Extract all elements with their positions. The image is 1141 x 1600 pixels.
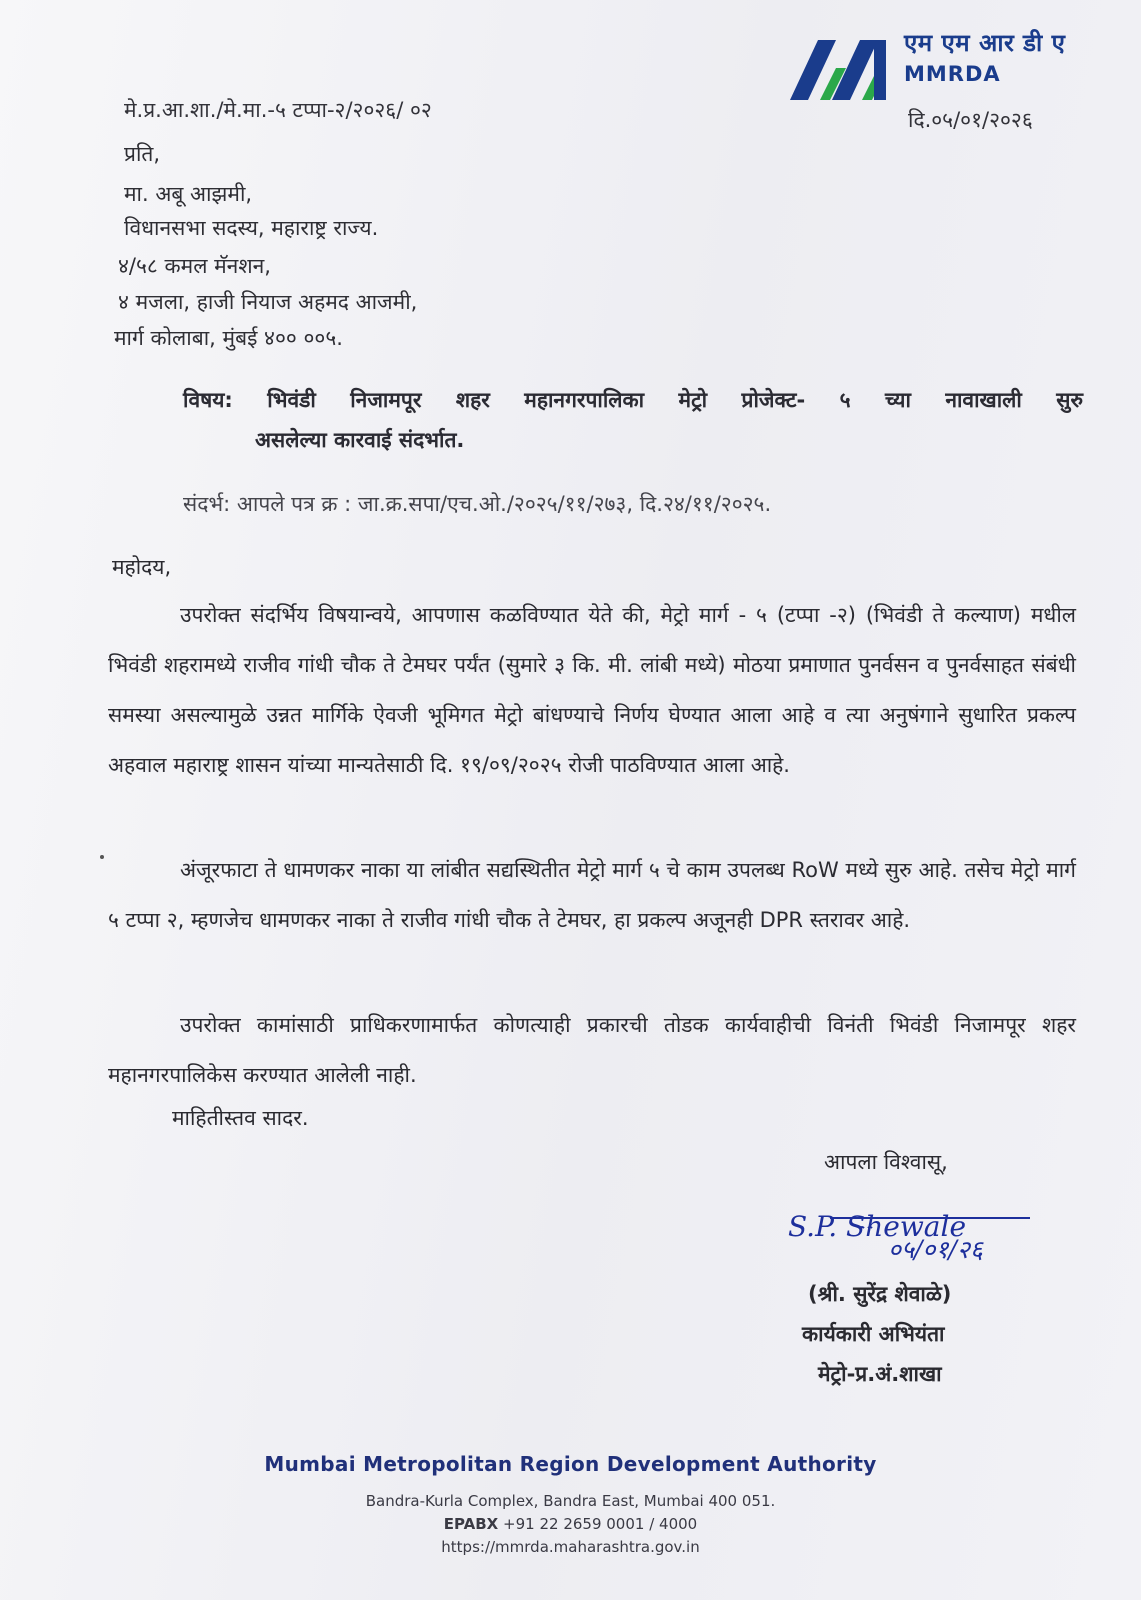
addressee-address-line1: ४/५८ कमल मॅनशन,	[118, 254, 271, 278]
footer-website: https://mmrda.maharashtra.gov.in	[441, 1538, 700, 1556]
logo-name-english: MMRDA	[904, 62, 1001, 86]
scan-mark	[100, 855, 104, 859]
paragraph-text: उपरोक्त कामांसाठी प्राधिकरणामार्फत कोणत्याही प्रकारची तोडक कार्यवाहीची विनंती भिवंडी निजामपूर शहर महानगरपालिकेस करण्यात आलेली नाही.	[108, 1013, 1076, 1087]
body-paragraph-2	[108, 845, 1076, 945]
body-paragraph-3	[108, 1000, 1076, 1100]
addressee-address-line2: ४ मजला, हाजी नियाज अहमद आजमी,	[118, 290, 418, 314]
addressee-prati: प्रति,	[124, 142, 161, 166]
subject-label: विषय:	[183, 388, 233, 412]
officer-department: मेट्रो-प्र.अं.शाखा	[818, 1362, 942, 1386]
handwritten-signature: S.P. Shewale	[788, 1210, 967, 1243]
salutation: महोदय,	[112, 555, 172, 579]
mmrda-logo-icon	[790, 30, 890, 100]
addressee-name: मा. अबू आझमी,	[124, 182, 253, 206]
subject-block	[183, 380, 1083, 460]
officer-name: (श्री. सुरेंद्र शेवाळे)	[808, 1282, 952, 1306]
signature-date: ०५/०१/२६	[888, 1235, 983, 1264]
footer-organization: Mumbai Metropolitan Region Development Authority	[264, 1452, 877, 1476]
body-paragraph-1	[108, 590, 1076, 790]
addressee-address-line3: मार्ग कोलाबा, मुंबई ४०० ००५.	[114, 326, 343, 350]
addressee-designation: विधानसभा सदस्य, महाराष्ट्र राज्य.	[124, 216, 379, 240]
footer-phone-number: +91 22 2659 0001 / 4000	[503, 1515, 698, 1533]
subject-line2: असलेल्या कारवाई संदर्भात.	[255, 428, 465, 452]
reference-number: मे.प्र.आ.शा./मे.मा.-५ टप्पा-२/२०२६/ ०२	[124, 98, 432, 122]
yours-faithfully: आपला विश्वासू,	[824, 1150, 948, 1174]
footer-phone-label: EPABX	[443, 1515, 499, 1533]
mmrda-logo	[790, 22, 1090, 102]
closing-line: माहितीस्तव सादर.	[172, 1106, 309, 1130]
subject-line1: भिवंडी निजामपूर शहर महानगरपालिका मेट्रो प्रोजेक्ट- ५ च्या नावाखाली सुरु	[267, 388, 1084, 412]
paragraph-text: उपरोक्त संदर्भिय विषयान्वये, आपणास कळविण्यात येते की, मेट्रो मार्ग - ५ (टप्पा -२) (भिवंडी ते कल्याण) मधील भिवंडी शहरामध्ये राजीव गांधी चौक ते टेमघर पर्यंत (सुमारे ३ कि. मी. लांबी मध्ये) मोठया प्रमाणात पुनर्वसन व पुनर्वसाहत संबंधी समस्या असल्यामुळे उन्नत मार्गिके ऐवजी भूमिगत मेट्रो बांधण्याचे निर्णय घेण्यात आला आहे व त्या अनुषंगाने सुधारित प्रकल्प अहवाल महाराष्ट्र शासन यांच्या मान्यतेसाठी दि. १९/०९/२०२५ रोजी पाठविण्यात आला आहे.	[108, 603, 1076, 777]
reference-text: आपले पत्र क्र : जा.क्र.सपा/एच.ओ./२०२५/११/२७३, दि.२४/११/२०२५.	[236, 492, 772, 516]
reference-block	[183, 490, 771, 518]
officer-designation: कार्यकारी अभियंता	[802, 1322, 945, 1346]
footer-phone	[0, 1515, 1141, 1533]
reference-label: संदर्भ:	[183, 492, 231, 516]
logo-name-devanagari: एम एम आर डी ए	[904, 29, 1066, 57]
paragraph-text: अंजूरफाटा ते धामणकर नाका या लांबीत सद्यस्थितीत मेट्रो मार्ग ५ चे काम उपलब्ध RoW मध्ये सुरु आहे. तसेच मेट्रो मार्ग ५ टप्पा २, म्हणजेच धामणकर नाका ते राजीव गांधी चौक ते टेमघर, हा प्रकल्प अजूनही DPR स्तरावर आहे.	[108, 858, 1076, 932]
letter-date: दि.०५/०१/२०२६	[908, 108, 1033, 132]
footer-address: Bandra-Kurla Complex, Bandra East, Mumbai 400 051.	[365, 1492, 776, 1510]
